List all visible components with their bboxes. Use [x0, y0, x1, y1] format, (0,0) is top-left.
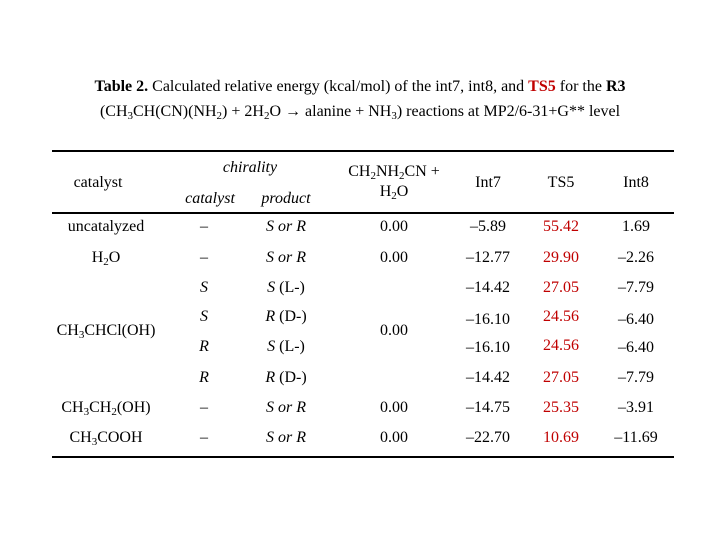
- cell-text: R: [265, 308, 276, 325]
- cell-text: (D-): [279, 369, 307, 386]
- row-int8: –11.69: [614, 429, 658, 446]
- cell-text: O: [108, 249, 121, 266]
- header-chirality: chirality: [222, 159, 278, 176]
- header-chirality-product: product: [261, 190, 311, 207]
- header-text: CH: [348, 163, 371, 180]
- cell-sub: 3: [78, 329, 85, 341]
- row-int7: –5.89: [470, 218, 506, 235]
- row-catalyst: [92, 248, 121, 268]
- header-text: H: [379, 183, 392, 200]
- row-ts5: 27.05: [543, 369, 579, 386]
- row-product: S or R: [266, 249, 306, 266]
- row-catalyst-chirality: R: [199, 369, 209, 386]
- row-int8: 1.69: [622, 218, 650, 235]
- row-product: S or R: [266, 399, 306, 416]
- row-catalyst-chirality: –: [200, 399, 208, 416]
- row-catalyst-chirality: –: [200, 429, 208, 446]
- row-catalyst-chirality: –: [200, 218, 208, 235]
- cell-text: (L-): [279, 338, 305, 355]
- row-int7: –14.42: [466, 369, 510, 386]
- row-product: S or R: [266, 218, 306, 235]
- table-bottom-rule: [52, 456, 674, 458]
- row-ts5: 55.42: [543, 218, 579, 235]
- row-int8: –2.26: [618, 249, 654, 266]
- row-reference: 0.00: [380, 429, 408, 446]
- header-ts5: TS5: [547, 174, 575, 191]
- caption-text: alanine + NH: [305, 103, 392, 120]
- cell-text: (D-): [279, 308, 307, 325]
- header-sub: 2: [399, 170, 405, 182]
- arrow-icon: →: [285, 103, 302, 120]
- caption-text: ) + 2H: [222, 103, 264, 120]
- cell-text: CHCl(OH): [84, 322, 156, 339]
- cell-text: H: [91, 249, 104, 266]
- cell-sub: 2: [103, 256, 109, 268]
- header-reference: [348, 162, 440, 202]
- caption-sub: 2: [216, 110, 223, 122]
- energy-table: [52, 150, 674, 458]
- row-int8: –6.40: [618, 311, 654, 328]
- table-top-rule: [52, 150, 674, 152]
- row-product: [265, 368, 306, 388]
- row-ts5: 27.05: [543, 279, 579, 296]
- row-product: [267, 278, 305, 298]
- caption-ts5: TS5: [528, 78, 556, 95]
- row-ts5: 10.69: [543, 429, 579, 446]
- row-catalyst: [61, 398, 150, 418]
- cell-text: COOH: [97, 429, 143, 446]
- row-ts5: 25.35: [543, 399, 579, 416]
- row-reference: 0.00: [380, 399, 408, 416]
- row-product: S or R: [266, 429, 306, 446]
- group-reference: 0.00: [380, 322, 408, 339]
- row-int7: –12.77: [466, 249, 510, 266]
- row-catalyst-chirality: S: [200, 279, 208, 296]
- row-ts5: 24.56: [543, 337, 579, 354]
- header-chirality-catalyst: catalyst: [185, 190, 235, 207]
- cell-text: (L-): [279, 279, 305, 296]
- row-int8: –3.91: [618, 399, 654, 416]
- cell-text: S: [267, 338, 276, 355]
- row-reference: 0.00: [380, 218, 408, 235]
- row-int7: –14.42: [466, 279, 510, 296]
- header-rule: [52, 212, 674, 214]
- caption-line-1: [0, 74, 720, 99]
- caption-sub: 3: [391, 110, 397, 122]
- row-product: [265, 307, 306, 327]
- cell-text: CH: [56, 322, 79, 339]
- cell-text: CH: [89, 399, 112, 416]
- row-catalyst-chirality: R: [199, 338, 209, 355]
- cell-text: CH: [61, 399, 84, 416]
- row-int7: –14.75: [466, 399, 510, 416]
- row-int8: –7.79: [618, 279, 654, 296]
- header-int7: Int7: [475, 174, 501, 191]
- caption-text: ) reactions at MP2/6-31+G** level: [396, 103, 621, 120]
- row-ts5: 29.90: [543, 249, 579, 266]
- cell-sub: 3: [91, 436, 98, 448]
- caption-text: Calculated relative energy (kcal/mol) of the int7, int8, and: [152, 78, 525, 95]
- table-caption: [0, 74, 720, 124]
- row-int8: –6.40: [618, 339, 654, 356]
- header-int8: Int8: [623, 174, 649, 191]
- cell-text: R: [265, 369, 276, 386]
- caption-line-2: [0, 99, 720, 124]
- row-catalyst-chirality: –: [200, 249, 208, 266]
- row-reference: 0.00: [380, 249, 408, 266]
- group-catalyst: [57, 321, 156, 341]
- header-text: NH: [375, 163, 400, 180]
- row-ts5: 24.56: [543, 308, 579, 325]
- cell-text: S: [267, 279, 276, 296]
- cell-text: CH: [69, 429, 92, 446]
- caption-sub: 3: [127, 110, 133, 122]
- row-int7: –16.10: [466, 339, 510, 356]
- header-sub: 2: [370, 170, 376, 182]
- row-product: [267, 337, 305, 357]
- caption-text: O: [269, 103, 282, 120]
- row-catalyst-chirality: S: [200, 308, 208, 325]
- cell-text: (OH): [116, 399, 151, 416]
- caption-label: Table 2.: [94, 78, 149, 95]
- header-catalyst: catalyst: [73, 174, 123, 191]
- caption-text: (CH: [99, 103, 128, 120]
- caption-text: for the: [559, 78, 602, 95]
- row-int7: –22.70: [466, 429, 510, 446]
- cell-sub: 2: [111, 406, 117, 418]
- caption-sub: 2: [263, 110, 270, 122]
- header-text: CN +: [404, 163, 440, 180]
- row-int8: –7.79: [618, 369, 654, 386]
- cell-sub: 3: [83, 406, 90, 418]
- caption-text: CH(CN)(NH: [133, 103, 217, 120]
- header-sub: 2: [391, 190, 397, 202]
- row-catalyst: [69, 428, 142, 448]
- header-text: O: [396, 183, 409, 200]
- row-int7: –16.10: [466, 311, 510, 328]
- row-catalyst: uncatalyzed: [67, 218, 145, 235]
- caption-r3: R3: [605, 78, 626, 95]
